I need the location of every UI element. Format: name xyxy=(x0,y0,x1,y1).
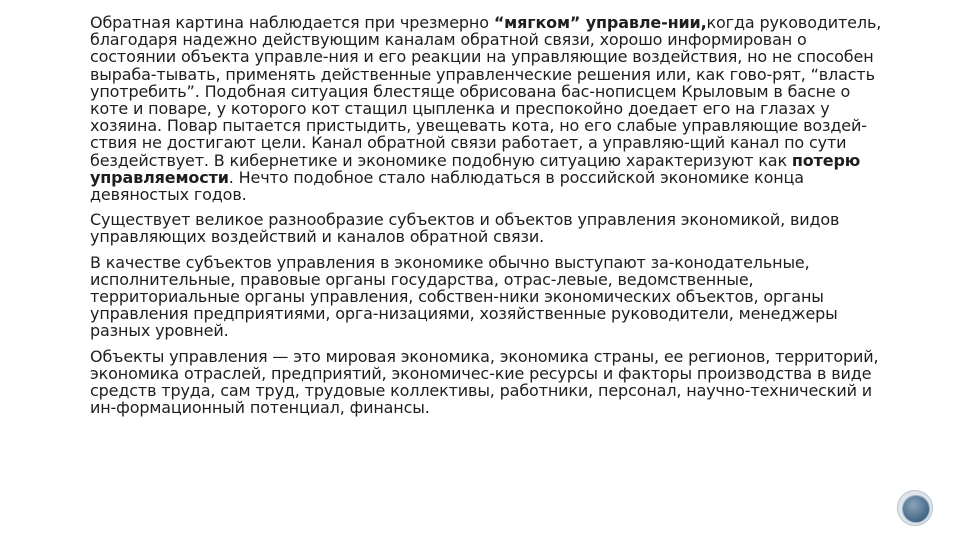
paragraph-feedback xyxy=(90,14,890,203)
paragraph-subjects: В качестве субъектов управления в экономике обычно выступают за-конодательные, исполнительные, правовые органы государства, отрас-левые, ведомственные, территориальные органы управления, собствен-ники экономических объектов, органы управления предприятиями, орга-низациями, хозяйственные руководители, менеджеры разных уровней. xyxy=(90,252,838,341)
paragraph-text: . Нечто подобное стало наблюдаться в российской экономике конца девяностых годов. xyxy=(90,167,804,205)
bold-term-loss-of-control: потерю управляемости xyxy=(90,150,861,187)
bold-term-soft-management: “мягком” управле-нии, xyxy=(493,13,707,32)
paragraph-text: Обратная картина наблюдается при чрезмерно xyxy=(90,13,494,32)
paragraph-diversity: Существует великое разнообразие субъектов и объектов управления экономикой, видов управляющих воздействий и каналов обратной связи. xyxy=(90,210,840,247)
paragraph-text: когда руководитель, благодаря надежно действующим каналам обратной связи, хорошо информирован о состоянии объекта управле-ния и его реакции на управляющие воздействия, но не способен выраба-тывать, применять действенные управленческие решения или, как гово-рят, “власть употребить”. Подобная ситуация блестяще обрисована бас-нописцем Крыловым в басне о коте и поваре, у которого кот стащил цыпленка и преспокойно доедает его на глазах у хозяина. Повар пытается пристыдить, увещевать кота, но его слабые управляющие воздей-ствия не достигают цели. Канал обратной связи работает, а управляю-щий канал по сути бездействует. В кибернетике и экономике подобную ситуацию характеризуют как xyxy=(90,13,882,170)
slide-body xyxy=(90,14,890,424)
paragraph-objects: Объекты управления — это мировая экономика, экономика страны, ее регионов, территорий, экономика отраслей, предприятий, экономичес-кие ресурсы и факторы производства в виде средств труда, сам труд, трудовые коллективы, работники, персонал, научно-технический и ин-формационный потенциал, финансы. xyxy=(90,346,879,418)
navigation-globe-icon[interactable] xyxy=(897,490,933,526)
globe-inner-icon xyxy=(902,495,930,523)
